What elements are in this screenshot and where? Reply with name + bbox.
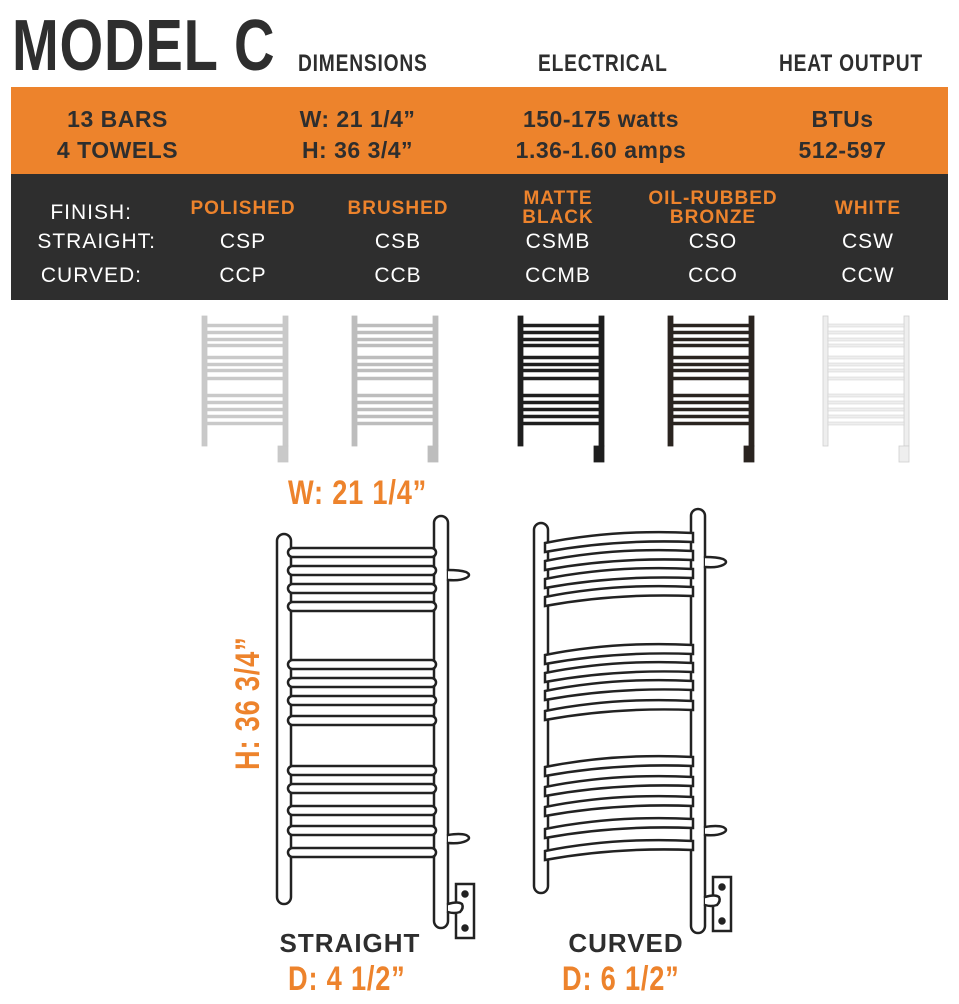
finish-name-line1: POLISHED: [190, 198, 296, 219]
curved-label: CURVED:: [40, 264, 142, 287]
curved-bar: [545, 776, 693, 796]
finish-name-line1: BRUSHED: [347, 198, 449, 219]
width-value: W: 21 1/4”: [299, 106, 416, 132]
straight-bar: [288, 566, 436, 575]
straight-label: STRAIGHT:: [37, 230, 156, 253]
btu-range: 512-597: [798, 137, 887, 163]
finish-name-line1: MATTE: [523, 188, 593, 209]
finish-name-line1: WHITE: [834, 198, 902, 219]
heat-output-header: HEAT OUTPUT: [779, 50, 923, 77]
curved-bar: [545, 586, 693, 606]
curved-bar: [545, 796, 693, 816]
thumbnail-2: [518, 316, 604, 462]
straight-depth-label: D: 4 1/2”: [288, 960, 406, 998]
straight-code-4: CSW: [842, 230, 894, 253]
curved-rack-drawing: [525, 505, 755, 940]
amps-value: 1.36-1.60 amps: [515, 137, 687, 163]
straight-bar: [288, 696, 436, 705]
dimensions-values: [270, 104, 445, 166]
straight-bar: [288, 784, 436, 793]
bars-towels: [30, 104, 205, 166]
finish-name-line2: BLACK: [522, 207, 594, 228]
straight-style-label: STRAIGHT: [279, 928, 421, 958]
electrical-values: [490, 104, 712, 166]
finish-name-4: [788, 199, 948, 218]
finish-name-line2: BRONZE: [669, 207, 757, 228]
curved-style-label: CURVED: [568, 928, 684, 958]
watts-value: 150-175 watts: [522, 106, 680, 132]
straight-bar: [288, 848, 436, 857]
thumbnail-4: [823, 316, 909, 462]
height-value: H: 36 3/4”: [301, 137, 414, 163]
straight-code-3: CSO: [688, 230, 738, 253]
curved-code-0: CCP: [219, 264, 267, 287]
height-dimension-label: H: 36 3/4”: [229, 636, 267, 770]
thumbnail-1: [352, 316, 438, 462]
straight-code-1: CSB: [374, 230, 422, 253]
width-dimension-label: W: 21 1/4”: [288, 474, 428, 512]
curved-bar: [545, 818, 693, 838]
heat-values: [765, 104, 920, 166]
straight-bar: [288, 766, 436, 775]
curved-bar: [545, 840, 693, 860]
straight-rack-drawing: [260, 510, 490, 940]
finish-name-0: [163, 199, 323, 218]
straight-bar: [288, 660, 436, 669]
straight-bar: [288, 806, 436, 815]
straight-bar: [288, 716, 436, 725]
straight-bar: [288, 548, 436, 557]
bars-count: 13 BARS: [67, 106, 168, 132]
curved-code-3: CCO: [688, 264, 738, 287]
curved-bar: [545, 700, 693, 720]
btu-label: BTUs: [811, 106, 874, 132]
straight-bar: [288, 678, 436, 687]
curved-code-2: CCMB: [525, 264, 591, 287]
towels-count: 4 TOWELS: [56, 137, 179, 163]
straight-code-2: CSMB: [525, 230, 591, 253]
thumbnail-3: [668, 316, 754, 462]
finish-name-1: [318, 199, 478, 218]
finish-name-3: [633, 189, 793, 227]
straight-bar: [288, 584, 436, 593]
curved-code-4: CCW: [841, 264, 895, 287]
finish-label: FINISH:: [50, 201, 132, 224]
curved-bar: [545, 756, 693, 776]
page-title: MODEL C: [12, 6, 276, 86]
straight-code-0: CSP: [219, 230, 267, 253]
dimensions-header: DIMENSIONS: [298, 50, 428, 77]
curved-depth-label: D: 6 1/2”: [562, 960, 680, 998]
finish-name-2: [478, 189, 638, 227]
straight-bar: [288, 826, 436, 835]
finish-thumbnails: [0, 300, 959, 475]
curved-bar: [545, 680, 693, 700]
straight-bar: [288, 602, 436, 611]
curved-code-1: CCB: [374, 264, 422, 287]
finish-name-line1: OIL-RUBBED: [648, 188, 778, 209]
thumbnail-0: [202, 316, 288, 462]
electrical-header: ELECTRICAL: [538, 50, 668, 77]
